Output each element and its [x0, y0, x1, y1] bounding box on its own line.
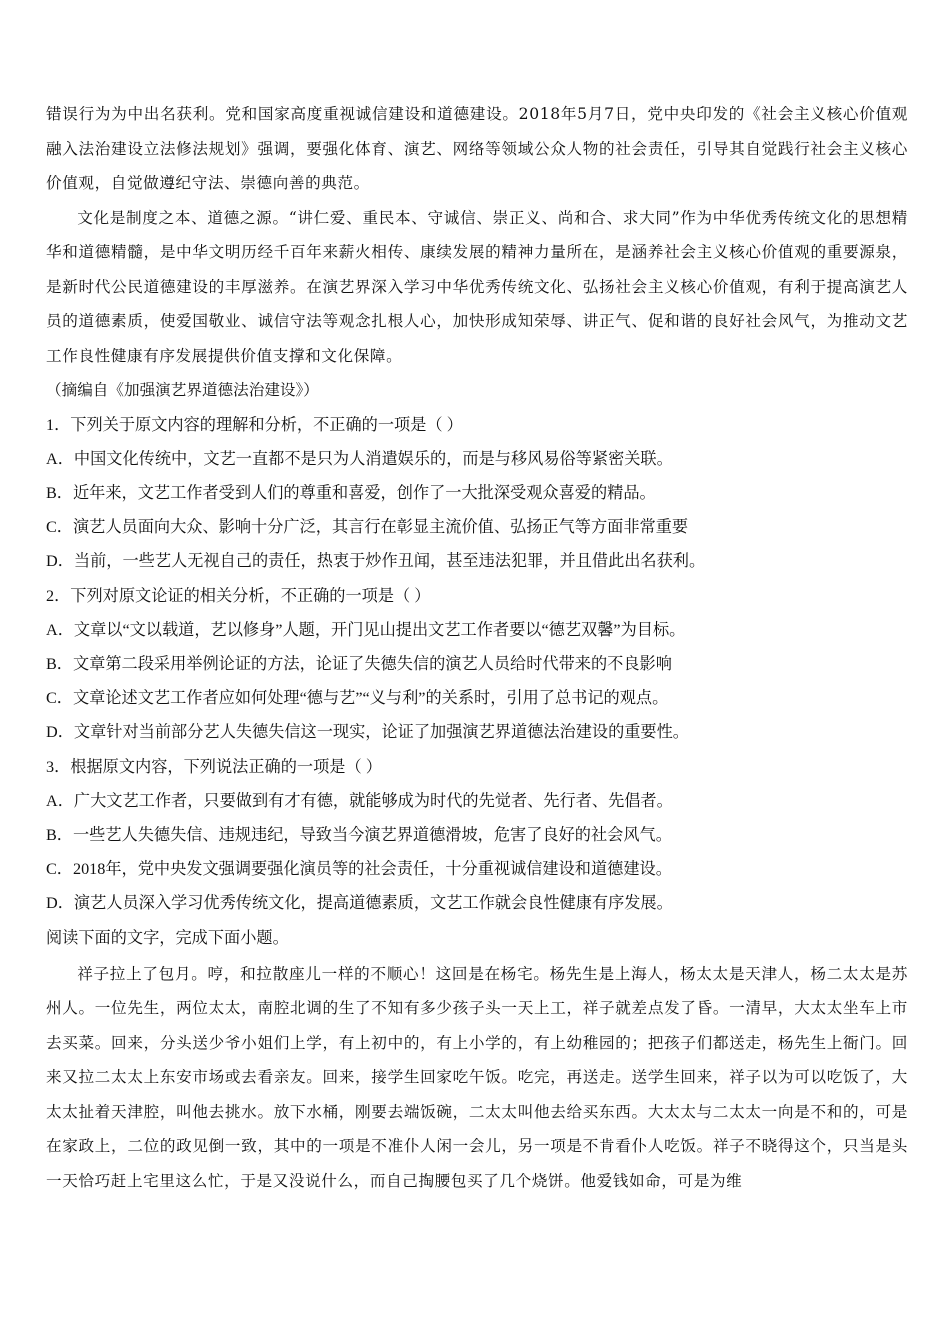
option-a: A．中国文化传统中，文艺一直都不是只为人消遣娱乐的，而是与移风易俗等紧密关联。 — [46, 449, 673, 468]
option-b: B．近年来，文艺工作者受到人们的尊重和喜爱，创作了一大批深受观众喜爱的精品。 — [46, 483, 656, 502]
option-c: C．演艺人员面向大众、影响十分广泛，其言行在彰显主流价值、弘扬正气等方面非常重要 — [46, 518, 689, 537]
option-d: D．当前，一些艺人无视自己的责任，热衷于炒作丑闻，甚至违法犯罪，并且借此出名获利。 — [46, 552, 706, 571]
reading-prompt: 阅读下面的文字，完成下面小题。 — [46, 928, 289, 947]
document-page — [46, 97, 908, 1198]
question-stem: 3．根据原文内容，下列说法正确的一项是（ ） — [46, 757, 382, 776]
question-1 — [46, 408, 908, 579]
option-b: B．一些艺人失德失信、违规违纪，导致当今演艺界道德滑坡，危害了良好的社会风气。 — [46, 825, 672, 844]
passage2-paragraph: 祥子拉上了包月。哼，和拉散座儿一样的不顺心！这回是在杨宅。杨先生是上海人，杨太太是天津人，杨二太太是苏州人。一位先生，两位太太，南腔北调的生了不知有多少孩子头一天上工，祥子就差点发了昏。一清早，大太太坐车上市去买菜。回来，分头送少爷小姐们上学，有上初中的，有上小学的，有上幼稚园的；把孩子们都送走，杨先生上衙门。回来又拉二太太上东安市场或去看亲友。回来，接学生回家吃午饭。吃完，再送走。送学生回来，祥子以为可以吃饭了，大太太扯着天津腔，叫他去挑水。放下水桶，刚要去端饭碗，二太太叫他去给买东西。大太太与二太太一向是不和的，可是在家政上，二位的政见倒一致，其中的一项是不准仆人闲一会儿，另一项是不肯看仆人吃饭。祥子不晓得这个，只当是头一天恰巧赶上宅里这么忙，于是又没说什么，而自己掏腰包买了几个烧饼。他爱钱如命，可是为维 — [46, 964, 908, 1190]
option-b: B．文章第二段采用举例论证的方法，论证了失德失信的演艺人员给时代带来的不良影响 — [46, 654, 672, 673]
option-c: C．2018年，党中央发文强调要强化演员等的社会责任，十分重视诚信建设和道德建设。 — [46, 860, 672, 879]
option-d: D．文章针对当前部分艺人失德失信这一现实，论证了加强演艺界道德法治建设的重要性。 — [46, 723, 689, 742]
question-2 — [46, 579, 908, 750]
option-a: A．广大文艺工作者，只要做到有才有德，就能够成为时代的先觉者、先行者、先倡者。 — [46, 791, 673, 810]
passage1-paragraph-culture: 文化是制度之本、道德之源。“讲仁爱、重民本、守诚信、崇正义、尚和合、求大同”作为中华优秀传统文化的思想精华和道德精髓，是中华文明历经千百年来薪火相传、康续发展的精神力量所在，是涵养社会主义核心价值观的重要源泉，是新时代公民道德建设的丰厚滋养。在演艺界深入学习中华优秀传统文化、弘扬社会主义核心价值观，有利于提高演艺人员的道德素质，使爱国敬业、诚信守法等观念扎根人心，加快形成知荣辱、讲正气、促和谐的良好社会风气，为推动文艺工作良性健康有序发展提供价值支撑和文化保障。 — [46, 208, 908, 365]
option-a: A．文章以“文以载道，艺以修身”人题，开门见山提出文艺工作者要以“德艺双馨”为目标。 — [46, 620, 686, 639]
option-c: C．文章论述文艺工作者应如何处理“德与艺”“义与利”的关系时，引用了总书记的观点。 — [46, 689, 669, 708]
passage1-paragraph-continued: 错误行为为中出名获利。党和国家高度重视诚信建设和道德建设。2018年5月7日，党中央印发的《社会主义核心价值观融入法治建设立法修法规划》强调，要强化体育、演艺、网络等领域公众人物的社会责任，引导其自觉践行社会主义核心价值观，自觉做遵纪守法、崇德向善的典范。 — [46, 105, 908, 192]
passage1-source: （摘编自《加强演艺界道德法治建设》） — [46, 381, 319, 399]
question-stem: 1．下列关于原文内容的理解和分析，不正确的一项是（ ） — [46, 415, 463, 434]
question-3 — [46, 750, 908, 921]
question-stem: 2．下列对原文论证的相关分析，不正确的一项是（ ） — [46, 586, 431, 605]
option-d: D．演艺人员深入学习优秀传统文化，提高道德素质，文艺工作就会良性健康有序发展。 — [46, 894, 673, 913]
